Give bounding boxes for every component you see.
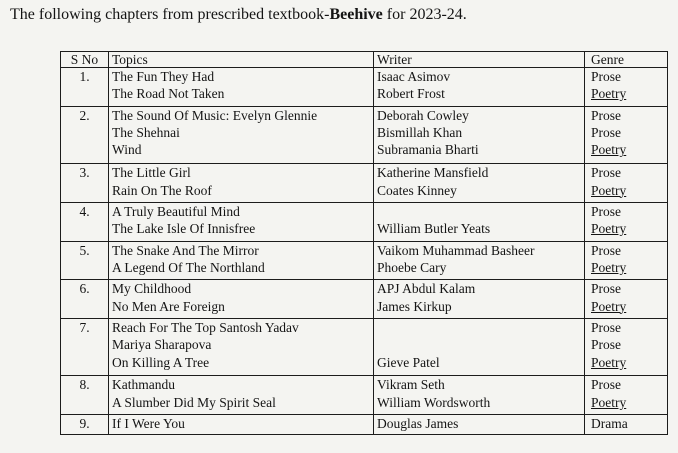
row-writers-cell [374, 318, 585, 375]
writer-name: William Butler Yeats [377, 221, 491, 237]
writer-name: Robert Frost [377, 86, 445, 102]
genre-label: Poetry [591, 142, 627, 158]
table-row [61, 376, 668, 415]
header-writer: Writer [374, 52, 585, 68]
row-genres-cell [585, 318, 668, 375]
genre-label: Poetry [591, 394, 627, 410]
genre-label: Prose [591, 281, 621, 297]
page-heading [10, 6, 467, 24]
row-topics-cell [109, 376, 374, 415]
row-topics-cell [109, 202, 374, 241]
table-body [61, 68, 668, 435]
row-genres-cell [585, 202, 668, 241]
genre-label: Prose [591, 107, 621, 123]
genre-label: Poetry [591, 298, 627, 314]
topic-title: If I Were You [112, 416, 185, 431]
writer-name: Vikram Seth [377, 377, 445, 393]
writer-name: Katherine Mansfield [377, 165, 489, 181]
heading-prefix: The following chapters from prescribed textbook- [10, 6, 330, 23]
table-row [61, 241, 668, 280]
genre-label: Poetry [591, 221, 627, 237]
row-topics-cell [109, 280, 374, 319]
topic-title: Reach For The Top Santosh Yadav [112, 319, 299, 335]
topic-title: My Childhood [112, 281, 192, 297]
row-sno: 4. [61, 202, 109, 241]
row-sno: 5. [61, 241, 109, 280]
row-topics-cell [109, 164, 374, 203]
genre-label: Prose [591, 125, 621, 141]
writer-name [377, 319, 581, 336]
row-writers-cell [374, 106, 585, 163]
row-writers-cell [374, 202, 585, 241]
topic-title: The Snake And The Mirror [112, 242, 259, 258]
table-row [61, 68, 668, 107]
row-writers-cell [374, 415, 585, 435]
row-writers-cell [374, 164, 585, 203]
table-row [61, 415, 668, 435]
genre-label: Prose [591, 242, 621, 258]
topic-title: The Little Girl [112, 165, 191, 181]
writer-name: Gieve Patel [377, 354, 440, 370]
topic-title: Mariya Sharapova [112, 337, 212, 353]
topic-title: No Men Are Foreign [112, 298, 225, 314]
topic-title: A Legend Of The Northland [112, 259, 265, 275]
writer-name: Bismillah Khan [377, 125, 463, 141]
table-header-row [61, 52, 668, 68]
genre-label: Prose [591, 203, 621, 219]
writer-name: Isaac Asimov [377, 69, 451, 84]
topic-title: A Truly Beautiful Mind [112, 203, 240, 219]
writer-name: James Kirkup [377, 298, 452, 314]
table-row [61, 106, 668, 163]
genre-label: Prose [591, 377, 621, 393]
writer-name: Subramania Bharti [377, 142, 479, 158]
row-topics-cell [109, 415, 374, 435]
row-topics-cell [109, 106, 374, 163]
table-row [61, 318, 668, 375]
heading-suffix: for 2023-24. [382, 6, 467, 23]
topic-title: On Killing A Tree [112, 354, 210, 370]
row-topics-cell [109, 241, 374, 280]
writer-name: Phoebe Cary [377, 259, 447, 275]
row-sno: 8. [61, 376, 109, 415]
row-sno: 1. [61, 68, 109, 107]
row-genres-cell [585, 376, 668, 415]
row-genres-cell [585, 280, 668, 319]
topic-title: Kathmandu [112, 377, 175, 393]
row-sno: 6. [61, 280, 109, 319]
genre-label: Poetry [591, 182, 627, 198]
writer-name: Vaikom Muhammad Basheer [377, 242, 535, 258]
row-sno: 7. [61, 318, 109, 375]
row-genres-cell [585, 241, 668, 280]
writer-name: Deborah Cowley [377, 107, 469, 123]
row-writers-cell [374, 68, 585, 107]
header-genre: Genre [585, 52, 668, 68]
row-topics-cell [109, 318, 374, 375]
row-genres-cell [585, 415, 668, 435]
row-genres-cell [585, 68, 668, 107]
table-row [61, 280, 668, 319]
genre-label: Prose [591, 319, 621, 335]
topic-title: Wind [112, 142, 142, 158]
writer-name [377, 203, 581, 220]
genre-label: Poetry [591, 354, 627, 370]
header-topics: Topics [109, 52, 374, 68]
genre-label: Poetry [591, 86, 627, 102]
topic-title: A Slumber Did My Spirit Seal [112, 394, 276, 410]
writer-name: Douglas James [377, 416, 459, 431]
row-sno: 2. [61, 106, 109, 163]
genre-label: Drama [591, 416, 628, 431]
row-topics-cell [109, 68, 374, 107]
genre-label: Prose [591, 165, 621, 181]
row-writers-cell [374, 376, 585, 415]
genre-label: Prose [591, 69, 621, 84]
header-sno: S No [61, 52, 109, 68]
topic-title: Rain On The Roof [112, 182, 212, 198]
row-genres-cell [585, 106, 668, 163]
genre-label: Poetry [591, 259, 627, 275]
row-writers-cell [374, 280, 585, 319]
topic-title: The Shehnai [112, 125, 180, 141]
topic-title: The Lake Isle Of Innisfree [112, 221, 256, 237]
heading-textbook-name: Beehive [329, 6, 383, 23]
table-row [61, 164, 668, 203]
writer-name: Coates Kinney [377, 182, 457, 198]
row-genres-cell [585, 164, 668, 203]
chapters-table [60, 51, 668, 435]
genre-label: Prose [591, 337, 621, 353]
row-writers-cell [374, 241, 585, 280]
table-row [61, 202, 668, 241]
writer-name [377, 336, 581, 353]
topic-title: The Fun They Had [112, 69, 215, 84]
topic-title: The Sound Of Music: Evelyn Glennie [112, 107, 318, 123]
topic-title: The Road Not Taken [112, 86, 225, 102]
row-sno: 9. [61, 415, 109, 435]
row-sno: 3. [61, 164, 109, 203]
writer-name: APJ Abdul Kalam [377, 281, 476, 297]
writer-name: William Wordsworth [377, 394, 491, 410]
